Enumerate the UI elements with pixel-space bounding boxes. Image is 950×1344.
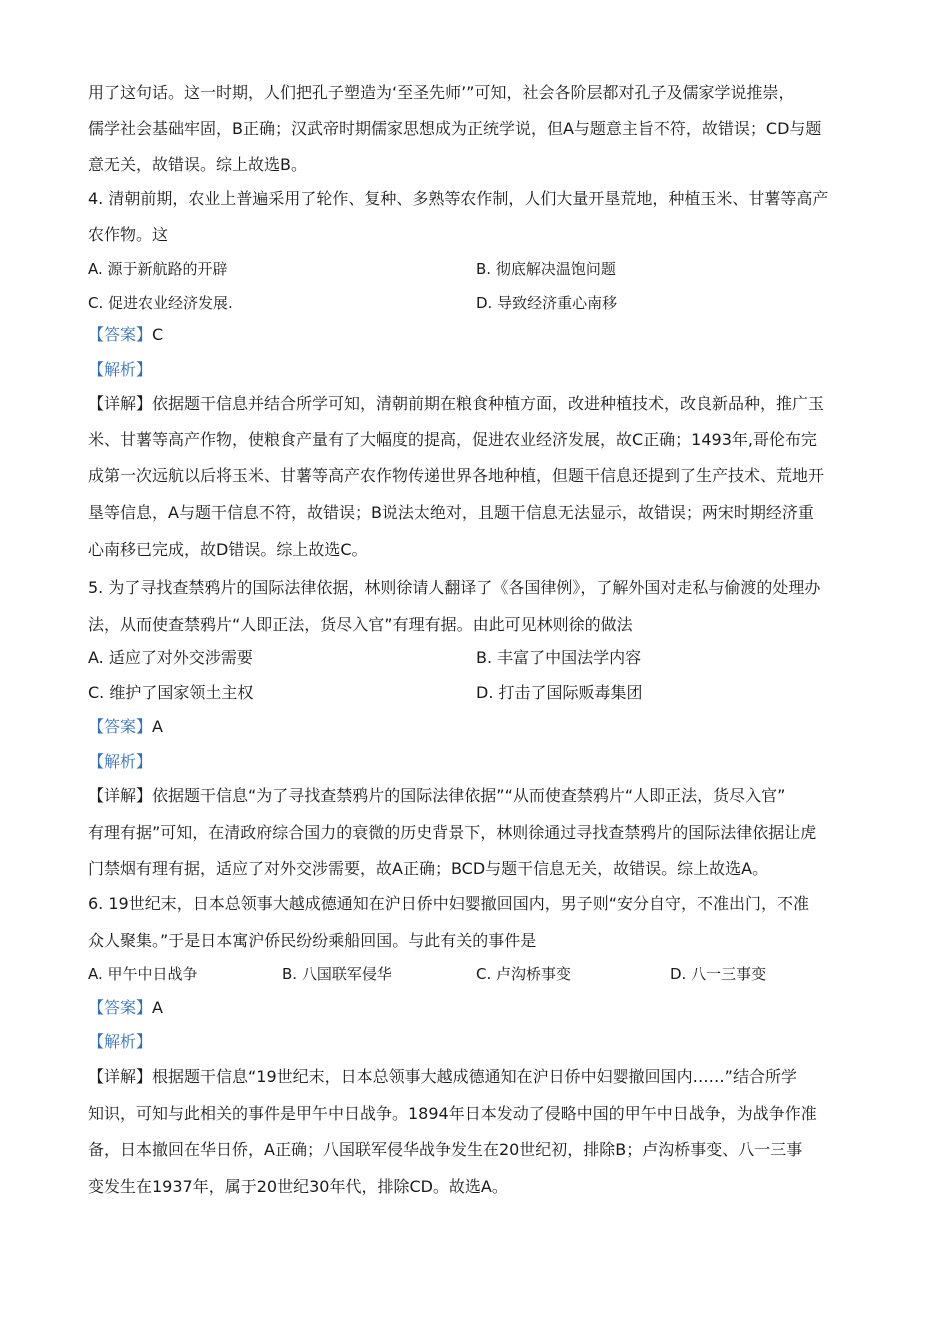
intro-line-2: 儒学社会基础牢固，B正确；汉武帝时期儒家思想成为正统学说，但A与题意主旨不符，故错误；CD与题 xyxy=(88,119,822,138)
intro-line-1: 用了这句话。这一时期，人们把孔子塑造为‘至圣先师’”可知，社会各阶层都对孔子及儒家学说推崇， xyxy=(88,83,795,102)
q6-detail-text-1: 根据题干信息“19世纪末，日本总领事大越成德通知在沪日侨中妇婴撤回国内……”结合所学 xyxy=(152,1067,797,1086)
detail-label: 【详解】 xyxy=(88,394,153,413)
q6-detail-line-2: 知识，可知与此相关的事件是甲午中日战争。1894年日本发动了侵略中国的甲午中日战争，为战争作准 xyxy=(88,1104,817,1123)
q4-option-b: B. 彻底解决温饱问题 xyxy=(476,260,616,278)
q5-detail-line-2: 有理有据”可知，在清政府综合国力的衰微的历史背景下，林则徐通过寻找查禁鸦片的国际法律依据让虎 xyxy=(88,823,817,842)
q5-detail-line-3: 门禁烟有理有据，适应了对外交涉需要，故A正确；BCD与题干信息无关，故错误。综上故选A。 xyxy=(88,859,769,878)
q4-analysis-label: 【解析】 xyxy=(88,360,153,379)
q4-detail-line-5: 心南移已完成，故D错误。综上故选C。 xyxy=(88,540,368,559)
q4-detail-line-3: 成第一次远航以后将玉米、甘薯等高产农作物传递世界各地种植，但题干信息还提到了生产技术、荒地开 xyxy=(88,466,825,485)
q6-option-a: A. 甲午中日战争 xyxy=(88,965,198,983)
q6-stem-line-1: 6. 19世纪末，日本总领事大越成德通知在沪日侨中妇婴撤回国内，男子则“安分自守，不准出门，不准 xyxy=(88,894,810,913)
q6-detail-line-3: 备，日本撤回在华日侨，A正确；八国联军侵华战争发生在20世纪初，排除B；卢沟桥事变、八一三事 xyxy=(88,1140,803,1159)
q4-detail-line-2: 米、甘薯等高产作物，使粮食产量有了大幅度的提高，促进农业经济发展，故C正确；1493年,哥伦布完 xyxy=(88,430,817,449)
q6-answer xyxy=(88,997,890,1019)
q4-option-c: C. 促进农业经济发展. xyxy=(88,294,233,312)
q5-option-d: D. 打击了国际贩毒集团 xyxy=(476,683,643,702)
q6-option-b: B. 八国联军侵华 xyxy=(282,965,392,983)
q4-detail-line-4: 垦等信息，A与题干信息不符，故错误；B说法太绝对，且题干信息无法显示，故错误；两宋时期经济重 xyxy=(88,503,814,522)
q5-answer-value: A xyxy=(152,717,163,736)
q4-stem-line-1: 4. 清朝前期，农业上普遍采用了轮作、复种、多熟等农作制，人们大量开垦荒地，种植玉米、甘薯等高产 xyxy=(88,189,829,208)
q6-stem-line-2: 众人聚集。”于是日本寓沪侨民纷纷乘船回国。与此有关的事件是 xyxy=(88,931,537,950)
q4-option-a: A. 源于新航路的开辟 xyxy=(88,260,228,278)
q5-option-a: A. 适应了对外交涉需要 xyxy=(88,648,253,667)
q5-option-b: B. 丰富了中国法学内容 xyxy=(476,648,642,667)
q5-option-c: C. 维护了国家领土主权 xyxy=(88,683,254,702)
answer-label: 【答案】 xyxy=(88,325,153,344)
q5-stem-line-2: 法，从而使查禁鸦片“人即正法，货尽入官”有理有据。由此可见林则徐的做法 xyxy=(88,615,633,634)
intro-line-3: 意无关，故错误。综上故选B。 xyxy=(88,155,307,174)
q6-option-c: C. 卢沟桥事变 xyxy=(476,965,572,983)
q5-detail-text-1: 依据题干信息“为了寻找查禁鸦片的国际法律依据”“从而使查禁鸦片“人即正法，货尽入官” xyxy=(152,786,786,805)
q6-detail-line-4: 变发生在1937年，属于20世纪30年代，排除CD。故选A。 xyxy=(88,1177,508,1196)
q4-detail-text-1: 依据题干信息并结合所学可知，清朝前期在粮食种植方面，改进种植技术，改良新品种，推广玉 xyxy=(152,394,825,413)
answer-label: 【答案】 xyxy=(88,717,153,736)
q6-option-d: D. 八一三事变 xyxy=(670,965,767,983)
q4-stem-line-2: 农作物。这 xyxy=(88,225,169,244)
q4-option-d: D. 导致经济重心南移 xyxy=(476,294,618,312)
q6-answer-value: A xyxy=(152,998,163,1017)
q6-analysis-label: 【解析】 xyxy=(88,1032,153,1051)
q5-detail-line-1 xyxy=(88,785,890,807)
q5-stem-line-1: 5. 为了寻找查禁鸦片的国际法律依据，林则徐请人翻译了《各国律例》，了解外国对走私与偷渡的处理办 xyxy=(88,578,821,597)
q4-answer xyxy=(88,324,890,346)
detail-label: 【详解】 xyxy=(88,786,153,805)
answer-label: 【答案】 xyxy=(88,998,153,1017)
q5-answer xyxy=(88,716,890,738)
q6-detail-line-1 xyxy=(88,1066,890,1088)
q4-answer-value: C xyxy=(152,325,164,344)
detail-label: 【详解】 xyxy=(88,1067,153,1086)
q4-detail-line-1 xyxy=(88,393,890,415)
q5-analysis-label: 【解析】 xyxy=(88,752,153,771)
